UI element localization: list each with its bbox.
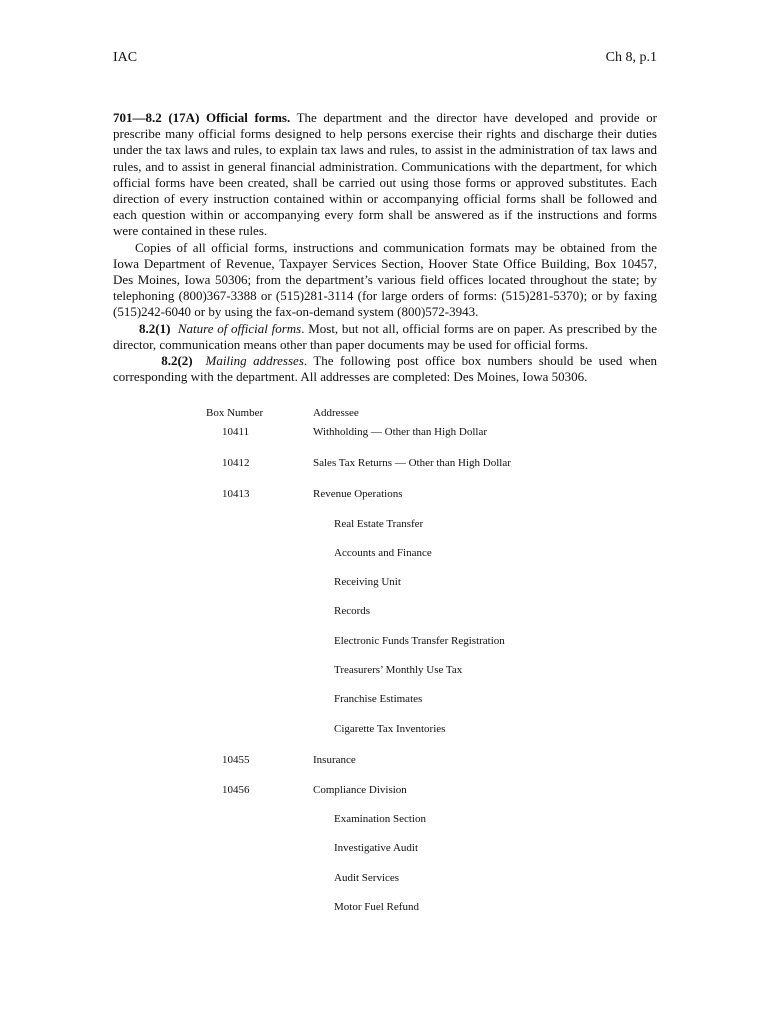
addressee-subunit-cell: Real Estate Transfer bbox=[334, 518, 424, 530]
addressee-cell: Insurance bbox=[313, 754, 356, 766]
column-header-box-number: Box Number bbox=[206, 407, 264, 419]
subrule-2-number: 8.2(2) bbox=[161, 353, 193, 369]
running-header-right: Ch 8, p.1 bbox=[605, 50, 657, 65]
subrule-1-number: 8.2(1) bbox=[139, 320, 171, 336]
rule-text: The department and the director have developed and provide or prescribe many official forms designed to help persons exercise their rights and discharge their duties under the tax laws and rules, to explain tax laws and rules, to assist in the administration of tax laws and rules, and to assist in general financial administration. Communications with the department, for which official forms have been created, shall be carried out using those forms or approved substitutes. Each direction of every instruction contained within or accompanying official forms shall be followed and each question within or accompanying every form shall be answered as if the instructions and forms were contained in these rules. bbox=[113, 110, 658, 239]
column-header-addressee: Addressee bbox=[313, 407, 359, 419]
subrule-1-text: . Most, but not all, official forms are on paper. As prescribed by the director, communication means other than paper documents may be used for official forms. bbox=[113, 320, 657, 352]
running-header-left: IAC bbox=[113, 50, 138, 65]
addressee-subunit-cell: Audit Services bbox=[334, 872, 400, 884]
addressee-cell: Compliance Division bbox=[313, 784, 407, 796]
addressee-subunit-cell: Cigarette Tax Inventories bbox=[334, 723, 446, 735]
addressee-subunit-cell: Accounts and Finance bbox=[334, 547, 432, 559]
addressee-cell: Revenue Operations bbox=[313, 488, 403, 500]
addressee-subunit-cell: Motor Fuel Refund bbox=[334, 901, 419, 913]
box-number-cell: 10411 bbox=[222, 426, 250, 438]
addressee-subunit-cell: Receiving Unit bbox=[334, 576, 401, 588]
addressee-subunit-cell: Investigative Audit bbox=[334, 842, 419, 854]
box-number-cell: 10412 bbox=[222, 457, 250, 469]
addressee-cell: Sales Tax Returns — Other than High Dollar bbox=[313, 457, 511, 469]
subrule-2-text: . The following post office box numbers should be used when corresponding with the department. All addresses are completed: Des Moines, Iowa 50306. bbox=[113, 353, 657, 385]
addressee-cell: Withholding — Other than High Dollar bbox=[313, 426, 488, 438]
box-number-cell: 10456 bbox=[222, 784, 250, 796]
box-number-cell: 10455 bbox=[222, 754, 250, 766]
subrule-1-title: Nature of official forms bbox=[177, 320, 302, 336]
box-number-cell: 10413 bbox=[222, 488, 250, 500]
rule-heading: 701—8.2 (17A) Official forms. bbox=[113, 110, 291, 125]
addressee-subunit-cell: Examination Section bbox=[334, 813, 426, 825]
addressee-subunit-cell: Records bbox=[334, 605, 371, 617]
addressee-subunit-cell: Treasurers’ Monthly Use Tax bbox=[334, 664, 463, 676]
addressee-subunit-cell: Franchise Estimates bbox=[334, 693, 423, 705]
copies-paragraph: Copies of all official forms, instructions and communication formats may be obtained from the Iowa Department of Revenue, Taxpayer Services Section, Hoover State Office Building, Box 10457, Des Moines, Iowa 50306; from the department’s various field offices located throughout the state; by telephoning (800)367-3388 or (515)281-3114 (for large orders of forms: (515)281-5370); or by faxing (515)242-6040 or by using the fax-on-demand system (800)572-3943. bbox=[113, 239, 657, 320]
addressee-subunit-cell: Electronic Funds Transfer Registration bbox=[334, 635, 505, 647]
subrule-2-title: Mailing addresses bbox=[205, 353, 304, 369]
